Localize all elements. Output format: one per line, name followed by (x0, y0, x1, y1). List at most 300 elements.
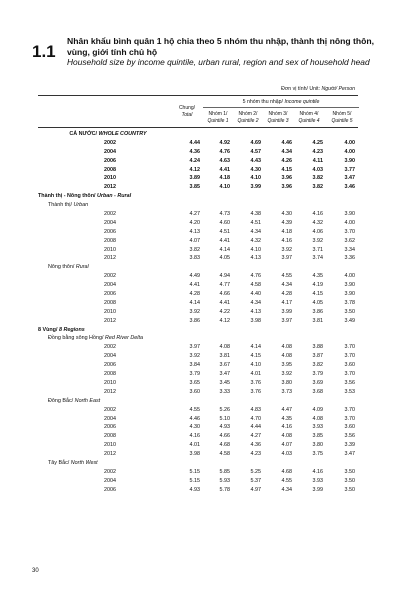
column-group-en: Income quintile (284, 99, 320, 105)
table-row (0, 317, 400, 326)
cell-quintile-4: 3.69 (312, 379, 323, 386)
cell-quintile-5: 3.50 (344, 477, 355, 484)
cell-quintile-3: 3.96 (281, 175, 292, 182)
cell-quintile-2: 5.37 (250, 477, 261, 484)
cell-total: 3.98 (189, 451, 200, 458)
cell-quintile-1: 4.60 (219, 219, 230, 226)
cell-quintile-1: 4.10 (219, 184, 230, 191)
cell-quintile-5: 3.49 (344, 317, 355, 324)
cell-quintile-1: 4.77 (219, 282, 230, 289)
cell-total: 3.79 (189, 371, 200, 378)
cell-quintile-1: 5.93 (219, 477, 230, 484)
cell-total: 3.83 (189, 255, 200, 262)
cell-total: 4.01 (189, 442, 200, 449)
cell-quintile-4: 4.11 (312, 157, 323, 164)
cell-quintile-3: 4.08 (281, 344, 292, 351)
cell-total: 3.60 (189, 388, 200, 395)
cell-quintile-5: 3.34 (344, 246, 355, 253)
cell-quintile-1: 5.85 (219, 468, 230, 475)
cell-quintile-3: 4.28 (281, 291, 292, 298)
cell-quintile-2: 5.25 (250, 468, 261, 475)
column-group-vi: 5 nhóm thu nhập/ (242, 99, 285, 105)
row-label (38, 192, 131, 201)
cell-quintile-3: 3.97 (281, 255, 292, 262)
table-row (0, 183, 400, 192)
row-label-vi: Thành thị/ (48, 202, 74, 209)
row-year: 2012 (104, 255, 116, 262)
cell-quintile-3: 4.17 (281, 299, 292, 306)
cell-quintile-3: 4.30 (281, 211, 292, 218)
cell-quintile-2: 4.13 (250, 255, 261, 262)
row-year: 2006 (104, 362, 116, 369)
cell-quintile-5: 3.53 (344, 388, 355, 395)
cell-quintile-4: 3.68 (312, 388, 323, 395)
cell-quintile-5: 3.50 (344, 486, 355, 493)
table-row (0, 246, 400, 255)
cell-quintile-5: 3.78 (344, 299, 355, 306)
cell-quintile-2: 4.14 (250, 344, 261, 351)
row-year: 2002 (104, 468, 116, 475)
cell-quintile-3: 4.55 (281, 273, 292, 280)
table-row (0, 219, 400, 228)
cell-quintile-5: 4.00 (344, 148, 355, 155)
cell-quintile-4: 4.05 (312, 299, 323, 306)
row-label-en: 8 Regions (58, 326, 85, 333)
cell-quintile-3: 4.34 (281, 486, 292, 493)
row-label (48, 201, 88, 210)
cell-total: 4.16 (189, 433, 200, 440)
table-row (0, 441, 400, 450)
table-row-heading (0, 459, 400, 468)
table-row (0, 228, 400, 237)
row-year: 2008 (104, 237, 116, 244)
row-label-en: WHOLE COUNTRY (98, 131, 147, 137)
cell-quintile-4: 3.99 (312, 486, 323, 493)
cell-quintile-2: 4.13 (250, 308, 261, 315)
row-label-en: Rural (75, 264, 89, 271)
cell-quintile-5: 3.77 (344, 166, 355, 173)
cell-total: 4.41 (189, 282, 200, 289)
column-group-rule (203, 107, 359, 108)
cell-quintile-5: 3.50 (344, 308, 355, 315)
cell-quintile-3: 4.08 (281, 353, 292, 360)
cell-total: 3.89 (189, 175, 200, 182)
cell-quintile-5: 3.90 (344, 157, 355, 164)
cell-quintile-4: 4.23 (312, 148, 323, 155)
cell-total: 3.85 (189, 184, 200, 191)
title-english: Household size by income quintile, urban rural, region and sex of household head (67, 57, 370, 67)
cell-quintile-3: 3.80 (281, 379, 292, 386)
table-row (0, 254, 400, 263)
cell-quintile-2: 4.23 (250, 451, 261, 458)
row-label-vi: Thành thị - Nông thôn/ (38, 193, 97, 200)
row-year: 2010 (104, 379, 116, 386)
cell-quintile-4: 4.09 (312, 406, 323, 413)
table-row (0, 166, 400, 175)
row-year: 2008 (104, 371, 116, 378)
cell-total: 4.44 (189, 139, 200, 146)
cell-total: 4.55 (189, 406, 200, 413)
row-year: 2008 (104, 433, 116, 440)
cell-quintile-3: 3.96 (281, 184, 292, 191)
cell-quintile-2: 4.97 (250, 486, 261, 493)
cell-quintile-4: 3.86 (312, 308, 323, 315)
cell-total: 5.15 (189, 468, 200, 475)
row-year: 2006 (104, 424, 116, 431)
row-year: 2010 (104, 175, 116, 182)
cell-quintile-4: 3.82 (312, 362, 323, 369)
cell-total: 5.15 (189, 477, 200, 484)
cell-quintile-3: 4.15 (281, 166, 292, 173)
cell-quintile-1: 4.68 (219, 442, 230, 449)
cell-quintile-5: 3.60 (344, 362, 355, 369)
cell-quintile-3: 3.97 (281, 317, 292, 324)
cell-quintile-5: 4.00 (344, 273, 355, 280)
row-year: 2004 (104, 219, 116, 226)
cell-quintile-2: 4.15 (250, 353, 261, 360)
cell-quintile-4: 4.15 (312, 291, 323, 298)
row-label-vi: Đồng bằng sông Hồng/ (48, 335, 105, 342)
cell-quintile-4: 4.32 (312, 219, 323, 226)
row-year: 2008 (104, 166, 116, 173)
row-label (48, 459, 98, 468)
cell-quintile-1: 4.05 (219, 255, 230, 262)
cell-quintile-5: 3.70 (344, 228, 355, 235)
cell-quintile-2: 4.58 (250, 282, 261, 289)
table-title (67, 36, 377, 68)
table-row (0, 157, 400, 166)
cell-quintile-2: 3.98 (250, 317, 261, 324)
cell-quintile-4: 4.19 (312, 282, 323, 289)
row-label-en: North West (70, 459, 98, 466)
cell-total: 4.27 (189, 211, 200, 218)
cell-quintile-1: 4.93 (219, 424, 230, 431)
cell-quintile-2: 4.32 (250, 237, 261, 244)
cell-quintile-2: 4.69 (250, 139, 261, 146)
row-year: 2002 (104, 406, 116, 413)
row-year: 2002 (104, 344, 116, 351)
cell-quintile-4: 3.93 (312, 477, 323, 484)
cell-quintile-1: 4.08 (219, 344, 230, 351)
row-label (38, 130, 178, 139)
cell-quintile-3: 4.18 (281, 228, 292, 235)
cell-quintile-1: 5.78 (219, 486, 230, 493)
cell-total: 4.14 (189, 299, 200, 306)
row-year: 2008 (104, 299, 116, 306)
cell-quintile-1: 5.10 (219, 415, 230, 422)
cell-total: 3.97 (189, 344, 200, 351)
cell-quintile-4: 4.03 (312, 166, 323, 173)
row-label-vi: 8 Vùng/ (38, 326, 59, 333)
row-year: 2006 (104, 157, 116, 164)
table-row-heading (0, 263, 400, 272)
cell-quintile-5: 3.90 (344, 291, 355, 298)
table-row (0, 406, 400, 415)
row-year: 2004 (104, 353, 116, 360)
row-label (48, 263, 89, 272)
row-label-vi: Nông thôn/ (48, 264, 76, 271)
table-row (0, 308, 400, 317)
column-header-quintile-2: Nhóm 2/ Quintile 2 (237, 111, 259, 124)
column-header-quintile-5: Nhóm 5/ Quintile 5 (331, 111, 353, 124)
cell-quintile-3: 4.47 (281, 406, 292, 413)
cell-quintile-2: 4.44 (250, 424, 261, 431)
table-row (0, 272, 400, 281)
cell-quintile-4: 3.79 (312, 371, 323, 378)
cell-quintile-3: 4.16 (281, 237, 292, 244)
cell-quintile-2: 4.38 (250, 211, 261, 218)
cell-quintile-3: 4.35 (281, 415, 292, 422)
table-row-heading (0, 201, 400, 210)
cell-quintile-1: 3.67 (219, 362, 230, 369)
cell-quintile-3: 3.73 (281, 388, 292, 395)
cell-quintile-2: 4.57 (250, 148, 261, 155)
cell-quintile-2: 4.51 (250, 219, 261, 226)
page-number: 30 (32, 568, 39, 574)
table-row (0, 210, 400, 219)
cell-quintile-2: 4.10 (250, 175, 261, 182)
row-year: 2010 (104, 442, 116, 449)
cell-quintile-4: 4.25 (312, 139, 323, 146)
cell-quintile-3: 4.07 (281, 442, 292, 449)
title-vietnamese: Nhân khẩu bình quân 1 hộ chia theo 5 nhóm thu nhập, thành thị nông thôn, vùng, giới tính chủ hộ (67, 36, 374, 57)
cell-quintile-3: 4.26 (281, 157, 292, 164)
cell-quintile-1: 4.58 (219, 451, 230, 458)
cell-quintile-1: 3.81 (219, 353, 230, 360)
cell-total: 4.24 (189, 157, 200, 164)
table-row (0, 468, 400, 477)
cell-quintile-2: 3.99 (250, 184, 261, 191)
cell-quintile-5: 3.47 (344, 451, 355, 458)
row-year: 2012 (104, 184, 116, 191)
cell-quintile-1: 4.63 (219, 157, 230, 164)
table-row (0, 352, 400, 361)
table-row (0, 299, 400, 308)
cell-quintile-1: 4.66 (219, 291, 230, 298)
row-label (48, 397, 100, 406)
cell-quintile-4: 3.93 (312, 424, 323, 431)
table-row (0, 148, 400, 157)
cell-quintile-2: 4.30 (250, 166, 261, 173)
cell-quintile-2: 4.40 (250, 291, 261, 298)
cell-quintile-5: 4.00 (344, 219, 355, 226)
cell-quintile-4: 3.82 (312, 175, 323, 182)
unit-vi: Đơn vị tính/ Unit: (281, 86, 322, 92)
cell-quintile-3: 3.92 (281, 246, 292, 253)
column-group-header (203, 99, 359, 105)
cell-total: 4.30 (189, 424, 200, 431)
row-year: 2002 (104, 273, 116, 280)
table-row (0, 379, 400, 388)
cell-quintile-1: 4.12 (219, 317, 230, 324)
table-row-heading (0, 397, 400, 406)
cell-quintile-2: 4.34 (250, 299, 261, 306)
cell-total: 3.82 (189, 246, 200, 253)
cell-quintile-4: 3.92 (312, 237, 323, 244)
cell-quintile-2: 3.76 (250, 388, 261, 395)
cell-total: 4.28 (189, 291, 200, 298)
table-row (0, 370, 400, 379)
row-label-en: Urban - Rural (96, 193, 132, 200)
cell-quintile-1: 3.45 (219, 379, 230, 386)
cell-quintile-5: 3.60 (344, 424, 355, 431)
row-label (38, 326, 85, 335)
table-row (0, 281, 400, 290)
row-year: 2012 (104, 388, 116, 395)
row-year: 2010 (104, 308, 116, 315)
table-row (0, 343, 400, 352)
cell-total: 3.92 (189, 353, 200, 360)
cell-quintile-4: 3.74 (312, 255, 323, 262)
table-row (0, 139, 400, 148)
table-row (0, 423, 400, 432)
row-year: 2004 (104, 477, 116, 484)
cell-total: 3.86 (189, 317, 200, 324)
row-label-en: Urban (73, 202, 89, 209)
table-row (0, 361, 400, 370)
table-row (0, 237, 400, 246)
cell-quintile-5: 3.39 (344, 442, 355, 449)
table-row (0, 290, 400, 299)
table-row (0, 174, 400, 183)
cell-quintile-2: 4.10 (250, 362, 261, 369)
row-year: 2004 (104, 415, 116, 422)
cell-quintile-1: 4.66 (219, 433, 230, 440)
column-header-quintile-3: Nhóm 3/ Quintile 3 (267, 111, 289, 124)
table-body (0, 130, 400, 495)
row-year: 2002 (104, 139, 116, 146)
table-row (0, 388, 400, 397)
row-label-vi: Đông Bắc/ (48, 397, 75, 404)
cell-quintile-3: 4.34 (281, 148, 292, 155)
cell-quintile-2: 4.76 (250, 273, 261, 280)
cell-quintile-3: 4.34 (281, 282, 292, 289)
cell-quintile-1: 4.51 (219, 228, 230, 235)
cell-quintile-2: 4.36 (250, 442, 261, 449)
cell-quintile-4: 4.16 (312, 211, 323, 218)
cell-quintile-2: 3.76 (250, 379, 261, 386)
row-label-en: North East (74, 397, 101, 404)
cell-quintile-1: 5.26 (219, 406, 230, 413)
cell-quintile-3: 4.08 (281, 433, 292, 440)
cell-quintile-4: 3.88 (312, 344, 323, 351)
cell-quintile-3: 3.92 (281, 371, 292, 378)
cell-total: 4.20 (189, 219, 200, 226)
cell-quintile-1: 4.94 (219, 273, 230, 280)
table-row (0, 432, 400, 441)
cell-quintile-1: 4.41 (219, 166, 230, 173)
cell-quintile-5: 3.90 (344, 282, 355, 289)
cell-quintile-5: 3.36 (344, 255, 355, 262)
cell-quintile-1: 4.22 (219, 308, 230, 315)
cell-quintile-4: 3.81 (312, 317, 323, 324)
column-header-total: Chung/ Total (178, 105, 196, 118)
table-number: 1.1 (32, 42, 56, 61)
cell-total: 4.12 (189, 166, 200, 173)
row-label-vi: Tây Bắc/ (48, 459, 71, 466)
cell-quintile-1: 4.76 (219, 148, 230, 155)
column-header-quintile-1: Nhóm 1/ Quintile 1 (207, 111, 229, 124)
cell-quintile-5: 3.47 (344, 175, 355, 182)
cell-quintile-1: 3.47 (219, 371, 230, 378)
cell-quintile-2: 4.43 (250, 157, 261, 164)
cell-quintile-5: 3.70 (344, 344, 355, 351)
cell-quintile-4: 3.87 (312, 353, 323, 360)
cell-quintile-2: 4.83 (250, 406, 261, 413)
cell-quintile-4: 3.75 (312, 451, 323, 458)
cell-quintile-4: 4.06 (312, 228, 323, 235)
row-label-en: Red River Delta (104, 335, 144, 342)
cell-quintile-1: 4.92 (219, 139, 230, 146)
row-year: 2012 (104, 451, 116, 458)
cell-quintile-3: 4.03 (281, 451, 292, 458)
cell-quintile-5: 3.62 (344, 237, 355, 244)
cell-quintile-2: 4.10 (250, 246, 261, 253)
table-row-heading (0, 326, 400, 335)
cell-quintile-3: 4.46 (281, 139, 292, 146)
cell-quintile-4: 3.82 (312, 184, 323, 191)
row-year: 2002 (104, 211, 116, 218)
row-label (48, 334, 143, 343)
cell-quintile-3: 4.55 (281, 477, 292, 484)
row-year: 2004 (104, 282, 116, 289)
table-row (0, 477, 400, 486)
cell-quintile-5: 4.00 (344, 139, 355, 146)
table-row-heading (0, 130, 400, 139)
cell-total: 3.84 (189, 362, 200, 369)
cell-quintile-3: 3.99 (281, 308, 292, 315)
cell-quintile-2: 4.27 (250, 433, 261, 440)
cell-quintile-1: 4.41 (219, 299, 230, 306)
cell-quintile-2: 4.70 (250, 415, 261, 422)
row-year: 2006 (104, 228, 116, 235)
cell-quintile-1: 4.73 (219, 211, 230, 218)
cell-total: 4.93 (189, 486, 200, 493)
cell-quintile-1: 4.14 (219, 246, 230, 253)
cell-quintile-2: 4.34 (250, 228, 261, 235)
row-year: 2012 (104, 317, 116, 324)
cell-total: 3.92 (189, 308, 200, 315)
cell-quintile-1: 4.41 (219, 237, 230, 244)
table-header-bottom-rule (38, 127, 358, 128)
cell-quintile-3: 4.68 (281, 468, 292, 475)
cell-quintile-1: 3.33 (219, 388, 230, 395)
row-year: 2006 (104, 486, 116, 493)
cell-quintile-4: 4.08 (312, 415, 323, 422)
table-header (32, 36, 377, 68)
cell-quintile-5: 3.70 (344, 406, 355, 413)
cell-total: 4.49 (189, 273, 200, 280)
cell-quintile-5: 3.90 (344, 211, 355, 218)
unit-label (281, 86, 355, 92)
cell-total: 4.36 (189, 148, 200, 155)
cell-quintile-5: 3.70 (344, 415, 355, 422)
cell-quintile-4: 3.71 (312, 246, 323, 253)
row-label-vi: CẢ NƯỚC/ (69, 131, 99, 137)
cell-quintile-4: 4.35 (312, 273, 323, 280)
table-row-heading (0, 192, 400, 201)
table-row (0, 415, 400, 424)
cell-quintile-1: 4.18 (219, 175, 230, 182)
cell-total: 4.07 (189, 237, 200, 244)
row-year: 2006 (104, 291, 116, 298)
row-year: 2004 (104, 148, 116, 155)
cell-quintile-3: 4.16 (281, 424, 292, 431)
cell-quintile-5: 3.56 (344, 433, 355, 440)
table-row-heading (0, 334, 400, 343)
cell-quintile-3: 4.39 (281, 219, 292, 226)
row-year: 2010 (104, 246, 116, 253)
